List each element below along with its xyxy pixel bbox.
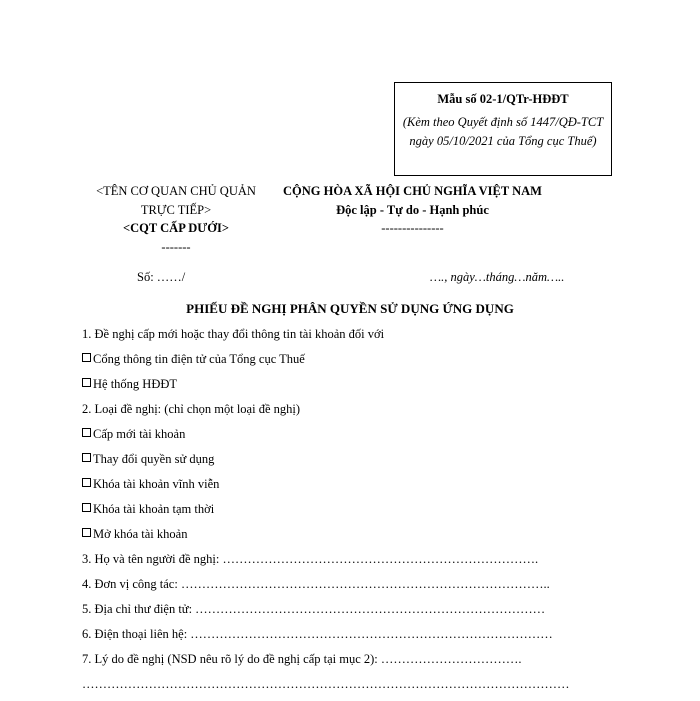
item-6-phone[interactable]: 6. Điện thoại liên hệ: …………………………………………………………………………… bbox=[82, 627, 553, 641]
option-unlock-label: Mở khóa tài khoản bbox=[93, 527, 188, 541]
agency-header bbox=[76, 182, 276, 256]
document-date: …., ngày…tháng…năm….. bbox=[430, 270, 565, 284]
option-change-rights[interactable] bbox=[82, 451, 642, 476]
option-new-account[interactable] bbox=[82, 426, 642, 451]
agency-name-line1: <TÊN CƠ QUAN CHỦ QUẢN bbox=[96, 184, 256, 198]
checkbox-unlock[interactable] bbox=[82, 528, 91, 537]
form-code-box bbox=[394, 82, 612, 176]
option-lock-permanent[interactable] bbox=[82, 476, 642, 501]
motto-divider: --------------- bbox=[381, 221, 444, 235]
item-7-reason-continued[interactable]: ……………………………………………………………………………………………………… bbox=[82, 677, 570, 691]
option-lock-permanent-label: Khóa tài khoản vĩnh viễn bbox=[93, 477, 220, 491]
checkbox-portal[interactable] bbox=[82, 353, 91, 362]
option-new-account-label: Cấp mới tài khoản bbox=[93, 427, 186, 441]
item-4-work-unit[interactable]: 4. Đơn vị công tác: …………………………………………………………………………….. bbox=[82, 577, 550, 591]
checkbox-hddt[interactable] bbox=[82, 378, 91, 387]
checkbox-change-rights[interactable] bbox=[82, 453, 91, 462]
national-header bbox=[270, 182, 555, 238]
option-portal[interactable] bbox=[82, 351, 642, 376]
form-code: Mẫu số 02-1/QTr-HĐĐT bbox=[437, 92, 569, 106]
option-lock-temporary-label: Khóa tài khoản tạm thời bbox=[93, 502, 215, 516]
form-body bbox=[82, 326, 642, 701]
national-motto: Độc lập - Tự do - Hạnh phúc bbox=[336, 202, 489, 217]
checkbox-lock-temporary[interactable] bbox=[82, 503, 91, 512]
option-hddt-label: Hệ thống HĐĐT bbox=[93, 377, 178, 391]
checkbox-new-account[interactable] bbox=[82, 428, 91, 437]
option-unlock[interactable] bbox=[82, 526, 642, 551]
item-2-label: 2. Loại đề nghị: (chỉ chọn một loại đề nghị) bbox=[82, 402, 301, 416]
option-lock-temporary[interactable] bbox=[82, 501, 642, 526]
item-3-requester-name[interactable]: 3. Họ và tên người đề nghị: …………………………………………………………………. bbox=[82, 552, 539, 566]
nation-name: CỘNG HÒA XÃ HỘI CHỦ NGHĨA VIỆT NAM bbox=[283, 184, 542, 198]
option-portal-label: Cổng thông tin điện tử của Tổng cục Thuế bbox=[93, 352, 305, 366]
issuing-unit: <CQT CẤP DƯỚI> bbox=[123, 221, 229, 235]
option-change-rights-label: Thay đổi quyền sử dụng bbox=[93, 452, 215, 466]
item-7-reason[interactable]: 7. Lý do đề nghị (NSD nêu rõ lý do đề nghị cấp tại mục 2): ……………………………. bbox=[82, 652, 522, 666]
document-title: PHIẾU ĐỀ NGHỊ PHÂN QUYỀN SỬ DỤNG ỨNG DỤNG bbox=[186, 301, 514, 316]
agency-name-line2: TRỰC TIẾP> bbox=[140, 202, 212, 217]
form-reference: (Kèm theo Quyết định số 1447/QĐ-TCT ngày 05/10/2021 của Tổng cục Thuế) bbox=[402, 115, 604, 148]
option-hddt[interactable] bbox=[82, 376, 642, 401]
item-5-email[interactable]: 5. Địa chỉ thư điện tử: ………………………………………………………………………… bbox=[82, 602, 546, 616]
checkbox-lock-permanent[interactable] bbox=[82, 478, 91, 487]
item-1-label: 1. Đề nghị cấp mới hoặc thay đổi thông tin tài khoản đối với bbox=[82, 327, 385, 341]
agency-divider: ------- bbox=[161, 239, 191, 254]
document-number: Số: ……/ bbox=[137, 270, 186, 284]
